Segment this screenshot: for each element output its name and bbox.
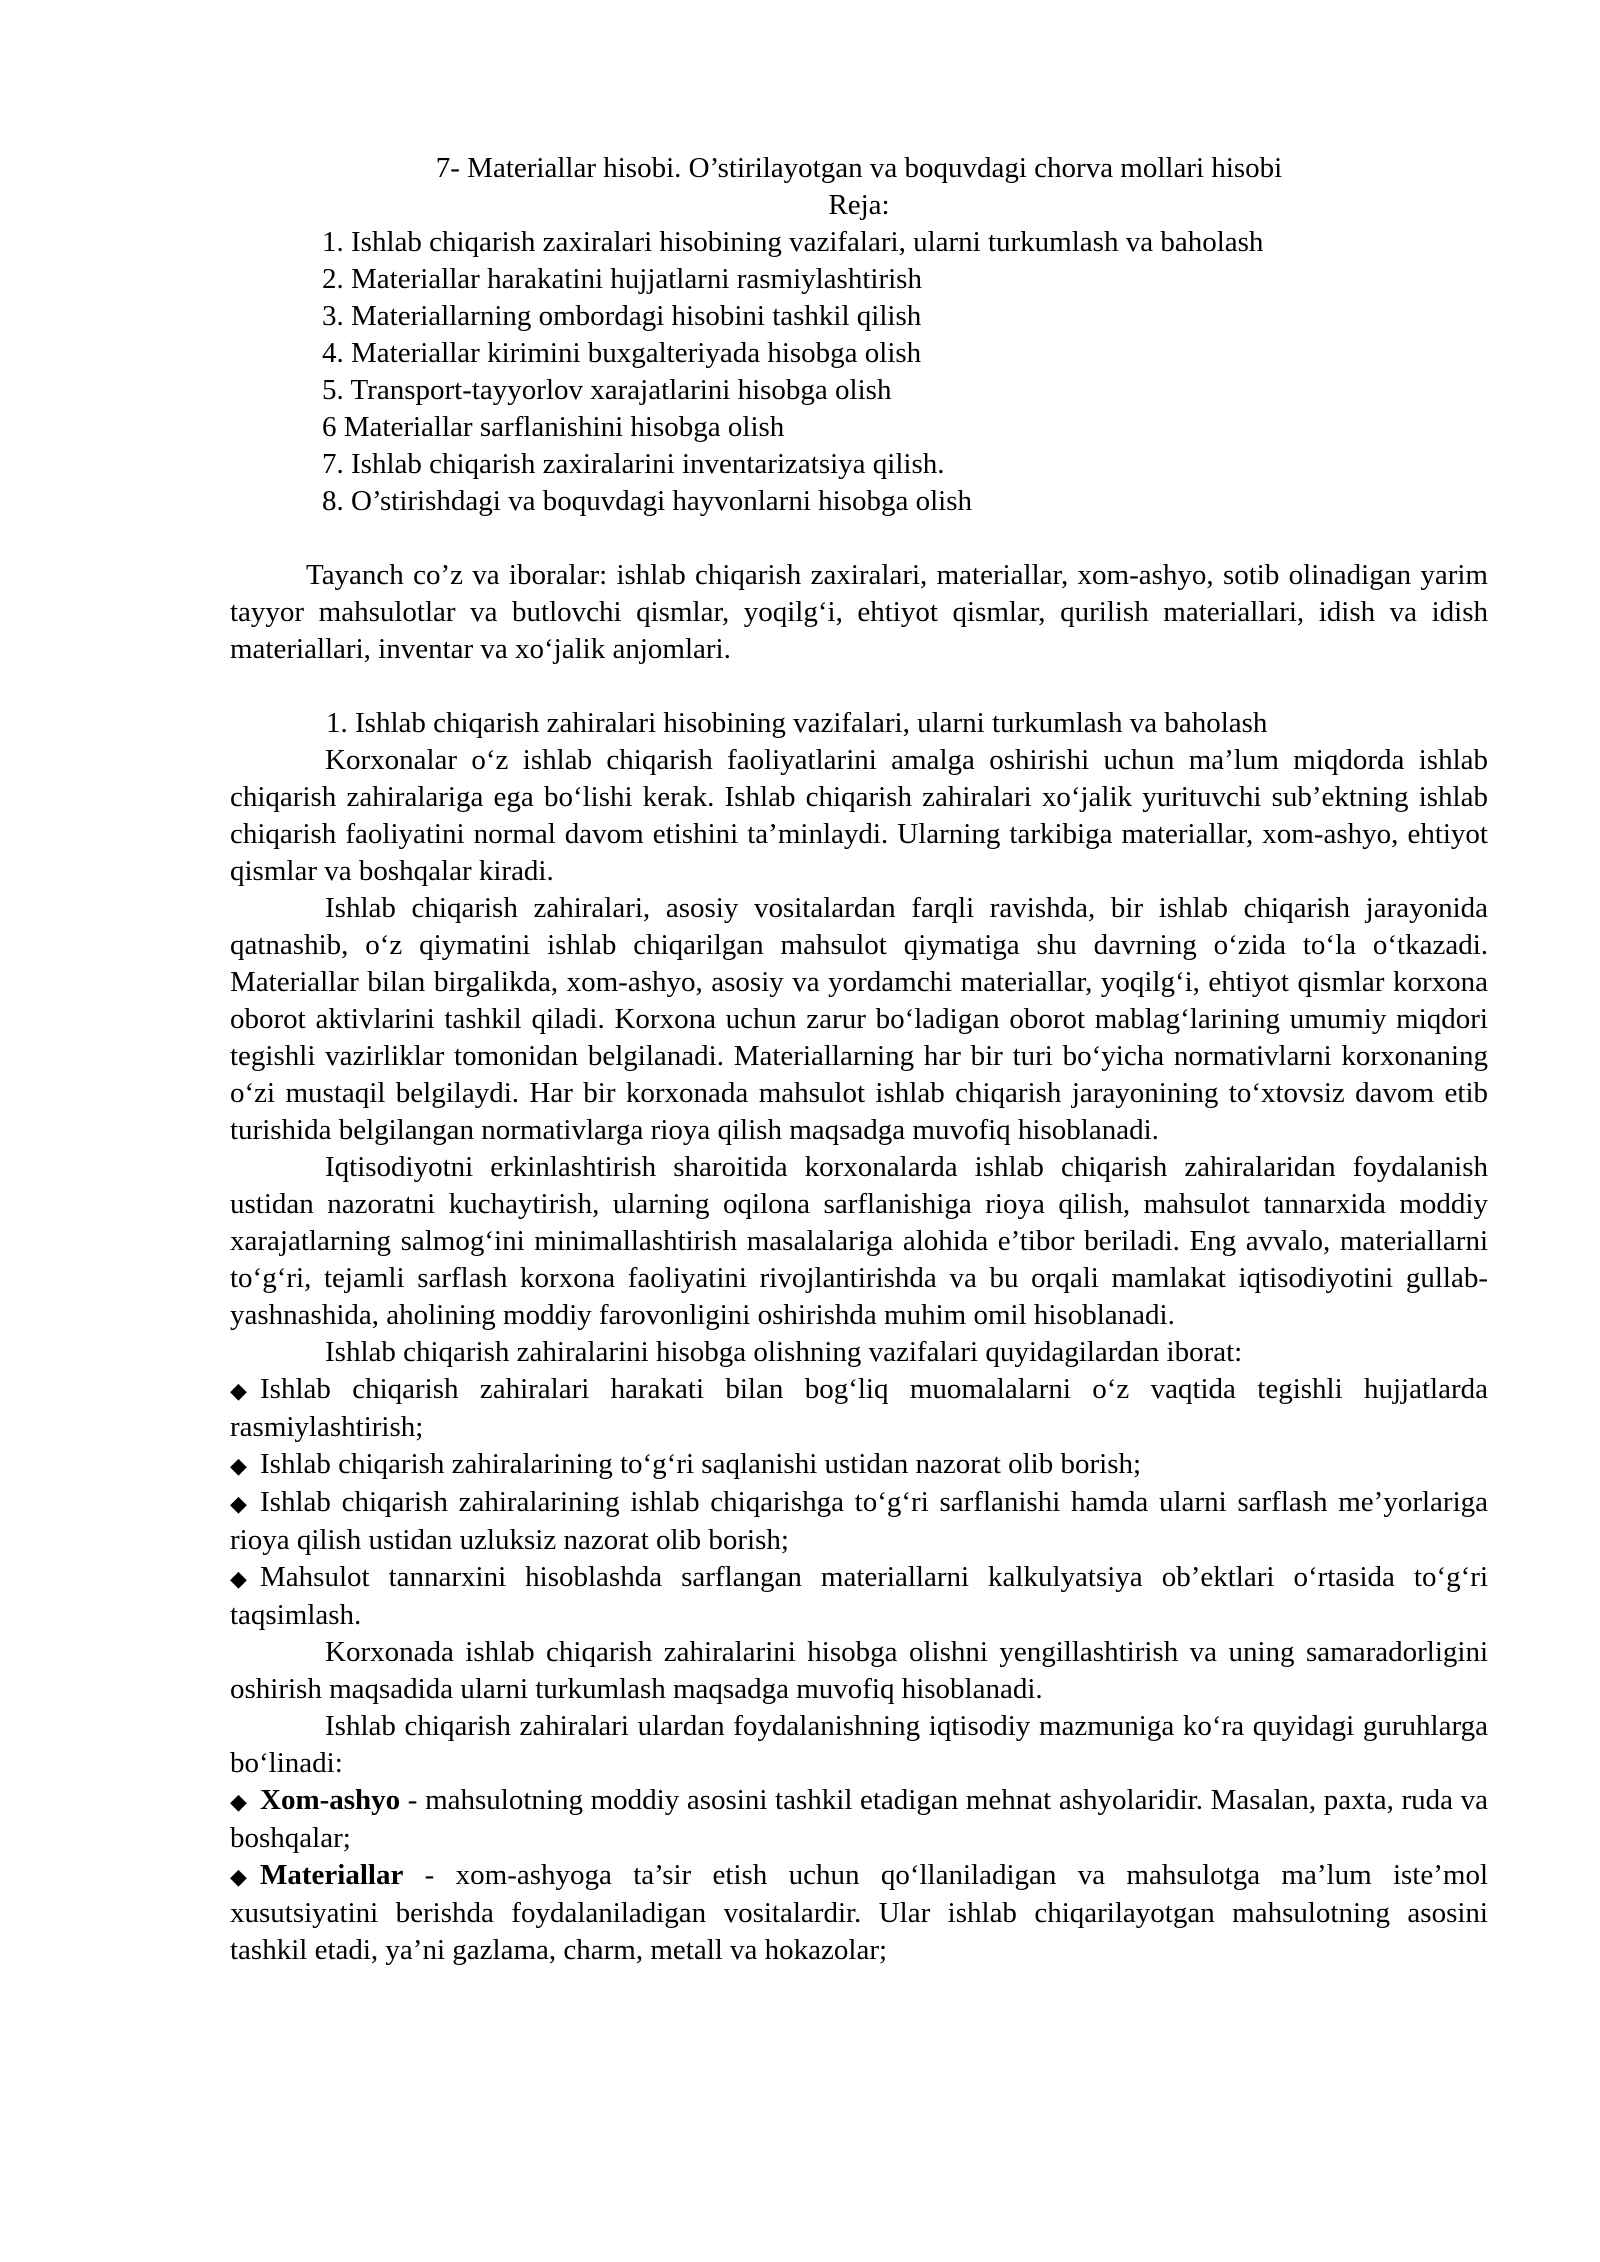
plan-item: 2. Materiallar harakatini hujjatlarni rasmiylashtirish — [322, 263, 922, 295]
plan-label: Reja: — [828, 189, 890, 221]
body-paragraph: Ishlab chiqarish zahiralari ulardan foydalanishning iqtisodiy mazmuniga ko‘ra quyidagi guruhlarga bo‘linadi: — [230, 1710, 1488, 1779]
plan-item: 1. Ishlab chiqarish zaxiralari hisobining vazifalari, ularni turkumlash va baholash — [322, 226, 1264, 258]
diamond-bullet-icon: ◆ — [230, 1789, 247, 1814]
page-title: 7- Materiallar hisobi. O’stirilayotgan va boquvdagi chorva mollari hisobi — [435, 152, 1283, 184]
diamond-bullet-icon: ◆ — [230, 1453, 247, 1478]
group-bullet-item — [230, 1782, 1488, 1857]
task-bullet-item — [230, 1446, 1488, 1484]
section-heading: 1. Ishlab chiqarish zahiralari hisobining vazifalari, ularni turkumlash va baholash — [326, 707, 1268, 739]
keywords-paragraph: Tayanch co’z va iboralar: ishlab chiqarish zaxiralari, materiallar, xom-ashyo, sotib olinadigan yarim tayyor mahsulotlar va butlovchi qismlar, yoqilg‘i, ehtiyot qismlar, qurilish materiallari, idish va idish materiallari, inventar va xo‘jalik anjomlari. — [230, 559, 1488, 665]
task-text: Mahsulot tannarxini hisoblashda sarflangan materiallarni kalkulyatsiya ob’ektlari o‘rtasida to‘g‘ri taqsimlash. — [230, 1561, 1488, 1631]
group-term: Xom-ashyo — [260, 1784, 401, 1816]
task-bullet-item — [230, 1484, 1488, 1559]
task-bullet-item — [230, 1559, 1488, 1634]
body-paragraph: Iqtisodiyotni erkinlashtirish sharoitida korxonalarda ishlab chiqarish zahiralaridan foydalanish ustidan nazoratni kuchaytirish, ularning oqilona sarflanishiga rioya qilish, mahsulot tannarxida moddiy xarajatlarning salmog‘ini minimallashtirish masalalariga alohida e’tibor beriladi. Eng avvalo, materiallarni to‘g‘ri, tejamli sarflash korxona faoliyatini rivojlantirishda va bu orqali mamlakat iqtisodiyotini gullab-yashnashida, aholining moddiy farovonligini oshirishda muhim omil hisoblanadi. — [230, 1151, 1488, 1331]
body-paragraph: Korxonalar o‘z ishlab chiqarish faoliyatlarini amalga oshirishi uchun ma’lum miqdorda ishlab chiqarish zahiralariga ega bo‘lishi kerak. Ishlab chiqarish zahiralari xo‘jalik yurituvchi sub’ektning ishlab chiqarish faoliyatini normal davom etishini ta’minlaydi. Ularning tarkibiga materiallar, xom-ashyo, ehtiyot qismlar va boshqalar kiradi. — [230, 744, 1488, 887]
plan-item: 7. Ishlab chiqarish zaxiralarini inventarizatsiya qilish. — [322, 448, 945, 480]
plan-item: 8. O’stirishdagi va boquvdagi hayvonlarni hisobga olish — [322, 485, 973, 517]
task-text: Ishlab chiqarish zahiralarining ishlab chiqarishga to‘g‘ri sarflanishi hamda ularni sarflash me’yorlariga rioya qilish ustidan uzluksiz nazorat olib borish; — [230, 1486, 1488, 1556]
plan-item: 4. Materiallar kirimini buxgalteriyada hisobga olish — [322, 337, 922, 369]
plan-item: 3. Materiallarning ombordagi hisobini tashkil qilish — [322, 300, 922, 332]
group-text: - xom-ashyoga ta’sir etish uchun qo‘llaniladigan va mahsulotga ma’lum iste’mol xusutsiyatini berishda foydalaniladigan vositalardir. Ular ishlab chiqarilayotgan mahsulotning asosini tashkil etadi, ya’ni gazlama, charm, metall va hokazolar; — [230, 1859, 1488, 1966]
plan-item: 6 Materiallar sarflanishini hisobga olish — [322, 411, 785, 443]
task-bullet-item — [230, 1371, 1488, 1446]
task-text: Ishlab chiqarish zahiralari harakati bilan bog‘liq muomalalarni o‘z vaqtida tegishli hujjatlarda rasmiylashtirish; — [230, 1373, 1488, 1443]
task-text: Ishlab chiqarish zahiralarining to‘g‘ri saqlanishi ustidan nazorat olib borish; — [260, 1448, 1142, 1480]
diamond-bullet-icon: ◆ — [230, 1864, 247, 1889]
diamond-bullet-icon: ◆ — [230, 1566, 247, 1591]
group-bullet-item — [230, 1857, 1488, 1969]
group-text: - mahsulotning moddiy asosini tashkil etadigan mehnat ashyolaridir. Masalan, paxta, ruda va boshqalar; — [230, 1784, 1488, 1854]
diamond-bullet-icon: ◆ — [230, 1378, 247, 1403]
document-body — [230, 150, 1488, 1969]
group-term: Materiallar — [260, 1859, 404, 1891]
body-paragraph: Korxonada ishlab chiqarish zahiralarini hisobga olishni yengillashtirish va uning samaradorligini oshirish maqsadida ularni turkumlash maqsadga muvofiq hisoblanadi. — [230, 1636, 1488, 1705]
body-paragraph: Ishlab chiqarish zahiralarini hisobga olishning vazifalari quyidagilardan iborat: — [325, 1336, 1243, 1368]
diamond-bullet-icon: ◆ — [230, 1491, 247, 1516]
body-paragraph: Ishlab chiqarish zahiralari, asosiy vositalardan farqli ravishda, bir ishlab chiqarish jarayonida qatnashib, o‘z qiymatini ishlab chiqarilgan mahsulot qiymatiga shu davrning o‘zida to‘la o‘tkazadi. Materiallar bilan birgalikda, xom-ashyo, asosiy va yordamchi materiallar, yoqilg‘i, ehtiyot qismlar korxona oborot aktivlarini tashkil qiladi. Korxona uchun zarur bo‘ladigan oborot mablag‘larining umumiy miqdori tegishli vazirliklar tomonidan belgilanadi. Materiallarning har bir turi bo‘yicha normativlarni korxonaning o‘zi mustaqil belgilaydi. Har bir korxonada mahsulot ishlab chiqarish jarayonining to‘xtovsiz davom etib turishida belgilangan normativlarga rioya qilish maqsadga muvofiq hisoblanadi. — [230, 892, 1488, 1146]
plan-list — [322, 224, 1488, 520]
plan-item: 5. Transport-tayyorlov xarajatlarini hisobga olish — [322, 374, 892, 406]
